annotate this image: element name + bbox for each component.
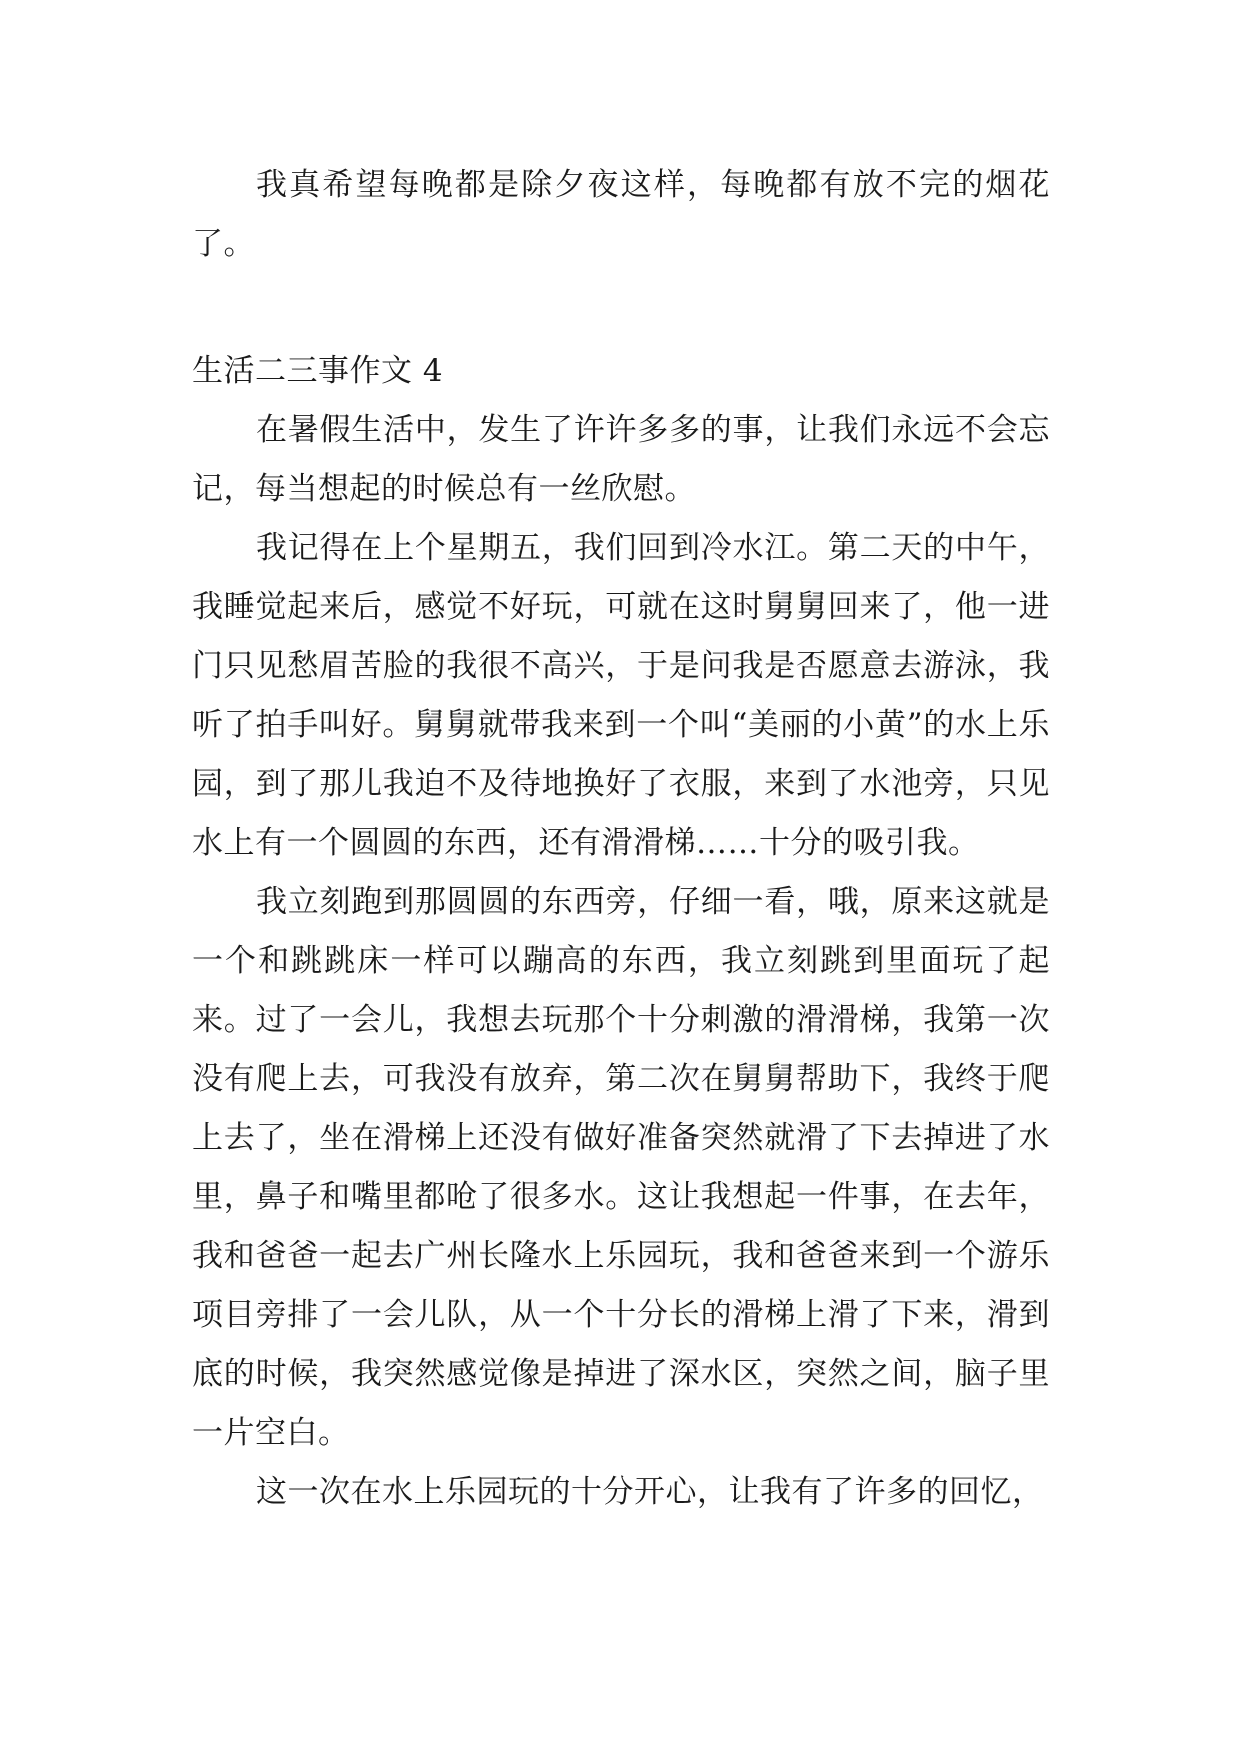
body-paragraph-2: 我记得在上个星期五，我们回到冷水江。第二天的中午，我睡觉起来后，感觉不好玩，可就在这时舅舅回来了，他一进门只见愁眉苦脸的我很不高兴，于是问我是否愿意去游泳，我听了拍手叫好。舅舅就带我来到一个叫“美丽的小黄”的水上乐园，到了那儿我迫不及待地换好了衣服，来到了水池旁，只见水上有一个圆圆的东西，还有滑滑梯……十分的吸引我。: [192, 530, 1050, 861]
body-paragraph-4: 这一次在水上乐园玩的十分开心，让我有了许多的回忆，: [256, 1474, 1044, 1510]
body-paragraph-1: 在暑假生活中，发生了许许多多的事，让我们永远不会忘记，每当想起的时候总有一丝欣慰。: [192, 412, 1050, 507]
section-title: 生活二三事作文 4: [192, 353, 444, 389]
body-paragraph-3: 我立刻跑到那圆圆的东西旁，仔细一看，哦，原来这就是一个和跳跳床一样可以蹦高的东西，我立刻跳到里面玩了起来。过了一会儿，我想去玩那个十分刺激的滑滑梯，我第一次没有爬上去，可我没有放弃，第二次在舅舅帮助下，我终于爬上去了，坐在滑梯上还没有做好准备突然就滑了下去掉进了水里，鼻子和嘴里都呛了很多水。这让我想起一件事，在去年，我和爸爸一起去广州长隆水上乐园玩，我和爸爸来到一个游乐项目旁排了一会儿队，从一个十分长的滑梯上滑了下来，滑到底的时候，我突然感觉像是掉进了深水区，突然之间，脑子里一片空白。: [192, 884, 1050, 1451]
intro-paragraph: 我真希望每晚都是除夕夜这样，每晚都有放不完的烟花了。: [192, 167, 1050, 262]
document-page: [192, 156, 1050, 1522]
